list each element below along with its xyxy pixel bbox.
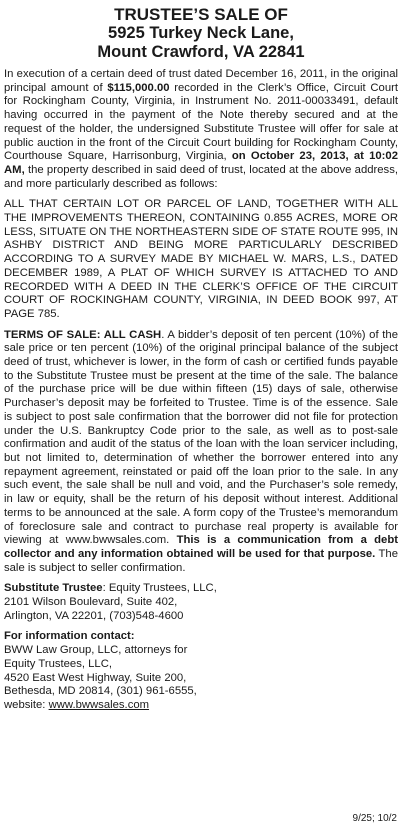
terms-heading: TERMS OF SALE: ALL CASH xyxy=(4,328,162,341)
terms-paragraph xyxy=(4,329,398,576)
website-label: website: xyxy=(4,698,49,711)
contact-block xyxy=(4,630,398,712)
legal-notice xyxy=(4,5,398,720)
contact-label: For information contact: xyxy=(4,630,135,643)
notice-title xyxy=(4,5,398,62)
sale-paragraph xyxy=(4,68,398,191)
title-line-3: Mount Crawford, VA 22841 xyxy=(97,43,305,61)
contact-line-4: Bethesda, MD 20814, (301) 961-6555, xyxy=(4,685,197,698)
terms-text-end: The sale is subject to seller confirmation. xyxy=(4,547,398,574)
trustee-address: 2101 Wilson Boulevard, Suite 402, xyxy=(4,596,178,609)
trustee-label: Substitute Trustee xyxy=(4,582,103,595)
sale-text-c: the property described in said deed of trust, located at the above address, and more particularly described as follows: xyxy=(4,163,398,190)
terms-text: . A bidder’s deposit of ten percent (10%) of the sale price or ten percent (10%) of the original principal balance of the subject deed of trust, whichever is lower, in the form of cash or certified funds payable to the Substitute Trustee must be present at the time of the sale. The balance of the purchase price will be due within fifteen (15) days of sale, otherwise Purchaser’s deposit may be forfeited to Trustee. Time is of the essence. Sale is subject to post sale confirmation that the borrower did not file for protection under the U.S. Bankruptcy Code prior to the sale, as well as to post-sale confirmation and audit of the status of the loan with the loan servicer including, but not limited to, determination of whether the borrower entered into any repayment agreement, reinstated or paid off the loan prior to the sale. In any such event, the sale shall be null and void, and the Purchaser’s sole remedy, in law or equity, shall be the return of his deposit without interest. Additional terms to be announced at the sale. A form copy of the Trustee’s memorandum of foreclosure sale and contract to purchase real property is available for viewing at www.bwwsales.com. xyxy=(4,328,398,547)
sale-date: on October 23, 2013, at 10:02 AM, xyxy=(4,150,398,176)
title-line-1: TRUSTEE’S SALE OF xyxy=(114,5,288,24)
trustee-block xyxy=(4,582,398,623)
contact-line-1: BWW Law Group, LLC, attorneys for xyxy=(4,644,188,657)
trustee-city-phone: Arlington, VA 22201, (703)548-4600 xyxy=(4,609,184,622)
website-link[interactable]: www.bwwsales.com xyxy=(48,698,150,711)
debt-collector-notice: This is a communication from a debt collector and any information obtained will be used for that purpose. xyxy=(4,534,398,560)
trustee-name: : Equity Trustees, LLC, xyxy=(102,582,217,595)
contact-line-3: 4520 East West Highway, Suite 200, xyxy=(4,671,187,684)
property-description: ALL THAT CERTAIN LOT OR PARCEL OF LAND, TOGETHER WITH ALL THE IMPROVEMENTS THEREON, CONTAINING 0.855 ACRES, MORE OR LESS, SITUATE ON THE NORTHEASTERN SIDE OF STATE ROUTE 995, IN ASHBY DISTRICT AND BEING MORE PARTICULARLY DESCRIBED ACCORDING TO A SURVEY MADE BY MICHAEL W. MARS, L.S., DATED DECEMBER 1989, A PLAT OF WHICH SURVEY IS ATTACHED TO AND RECORDED WITH A DEED IN THE CLERK’S OFFICE OF THE CIRCUIT COURT OF ROCKINGHAM COUNTY, VIRGINIA, IN DEED BOOK 997, AT PAGE 785. xyxy=(4,198,398,320)
principal-amount: $115,000.00 xyxy=(107,81,170,94)
sale-text-a: In execution of a certain deed of trust dated December 16, 2011, in the original principal amount of xyxy=(4,68,398,94)
publication-dates: 9/25; 10/2 xyxy=(352,813,397,824)
contact-line-2: Equity Trustees, LLC, xyxy=(4,657,112,670)
sale-text-b: recorded in the Clerk’s Office, Circuit Court for Rockingham County, Virginia, in Instrument No. 2011-00033491, default having occurred in the payment of the Note thereby secured and at the request of the holder, the undersigned Substitute Trustee will offer for sale at public auction in the front of the Circuit Court building for Rockingham County, Courthouse Square, Harrisonburg, Virginia, xyxy=(4,81,398,163)
title-line-2: 5925 Turkey Neck Lane, xyxy=(108,24,294,42)
